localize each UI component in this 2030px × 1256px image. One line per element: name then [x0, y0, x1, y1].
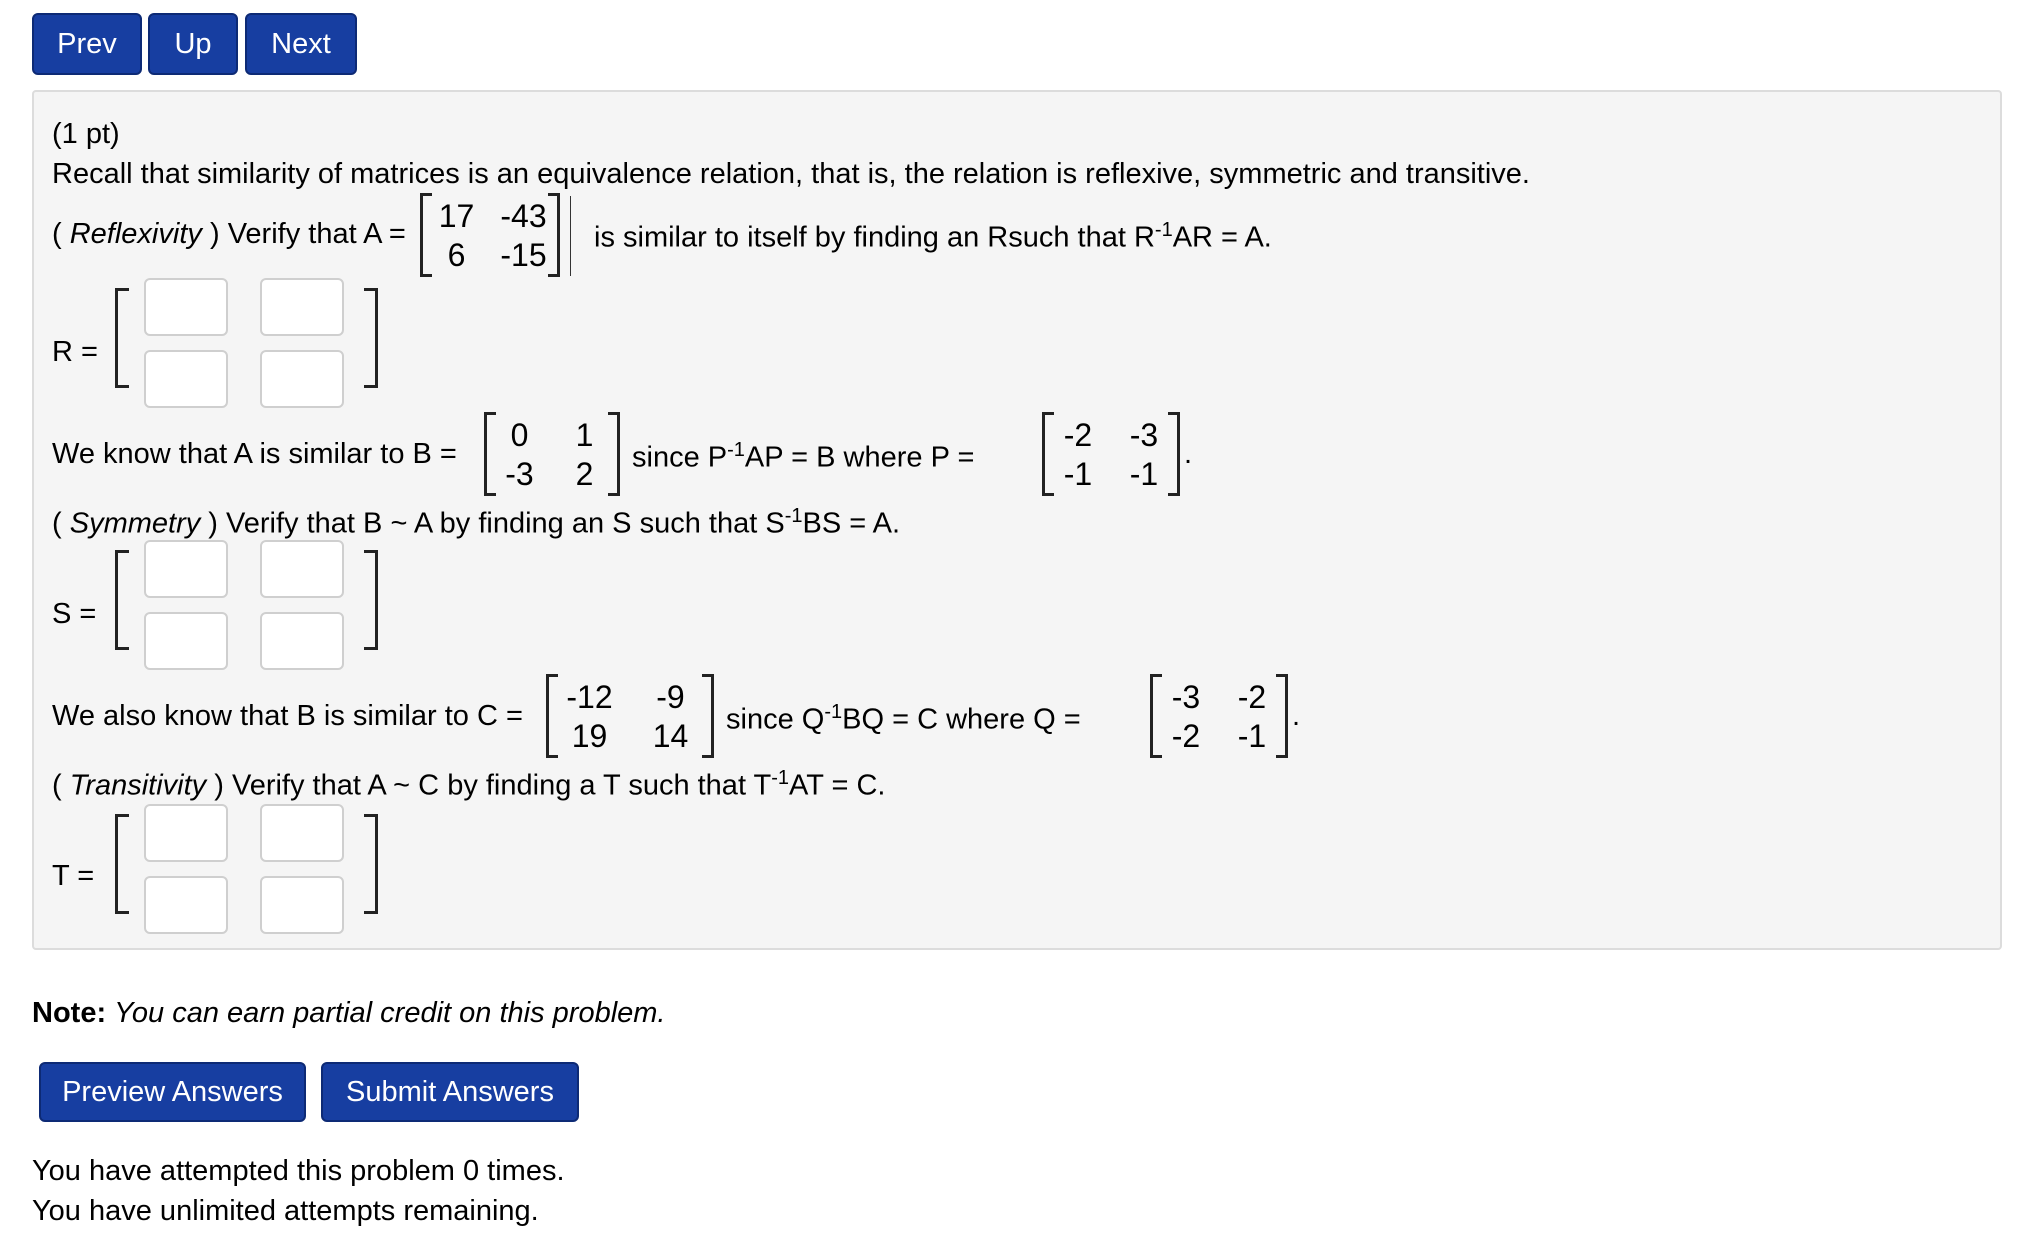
reflexivity-period: .	[1263, 221, 1272, 254]
matrix-b-cell: -3	[505, 455, 534, 492]
s-input-11[interactable]	[144, 540, 228, 598]
symmetry-open-paren: (	[52, 507, 62, 540]
symmetry-text3: by finding an S	[439, 507, 632, 540]
note-label: Note:	[32, 997, 107, 1029]
tilde-symbol: ~	[390, 507, 408, 540]
transitivity-line	[52, 768, 885, 801]
transitivity-text4: such that T	[628, 769, 772, 802]
symmetry-text2: A	[413, 507, 432, 540]
transitivity-text2: C	[418, 769, 440, 802]
reflexivity-line	[52, 220, 406, 249]
symmetry-text4: such that S	[639, 507, 785, 540]
next-button[interactable]: Next	[245, 13, 357, 75]
known-c-since-q: since Q	[726, 703, 825, 736]
submit-answers-button[interactable]: Submit Answers	[321, 1062, 579, 1122]
r-right-bracket	[364, 288, 378, 388]
matrix-p-cell: -1	[1063, 455, 1093, 492]
known-b-equation: AP = B	[744, 441, 836, 474]
symmetry-inverse-sup: -1	[784, 505, 803, 527]
matrix-p	[1042, 415, 1180, 493]
attempts-status: You have attempted this problem 0 times.	[32, 1155, 565, 1187]
preview-answers-button[interactable]: Preview Answers	[39, 1062, 306, 1122]
remaining-status: You have unlimited attempts remaining.	[32, 1195, 539, 1227]
known-b-where: where P =	[843, 441, 975, 474]
s-input-22[interactable]	[260, 612, 344, 670]
matrix-b-cell: 2	[575, 455, 594, 492]
matrix-a-cell: 17	[438, 197, 475, 234]
matrix-q	[1150, 677, 1288, 755]
reflexivity-open-paren: (	[52, 218, 62, 250]
matrix-b-cell: 1	[575, 416, 594, 453]
known-c-text1: We also know that B	[52, 700, 316, 732]
matrix-p-cell: -1	[1129, 455, 1159, 492]
problem-points: (1 pt)	[52, 118, 120, 150]
matrix-q-cell: -3	[1171, 678, 1201, 715]
matrix-q-cell: -2	[1237, 678, 1267, 715]
matrix-c	[546, 677, 714, 755]
s-label: S =	[52, 598, 97, 630]
symmetry-text1: Verify that B	[226, 507, 383, 540]
known-b-since-p: since P	[632, 441, 728, 474]
matrix-a-cell: -43	[500, 197, 547, 234]
known-c-line	[52, 702, 523, 731]
transitivity-inverse-sup: -1	[771, 767, 790, 789]
problem-panel	[32, 90, 2002, 950]
note-text: You can earn partial credit on this problem.	[114, 997, 666, 1029]
known-b-inverse-sup: -1	[727, 439, 745, 461]
reflexivity-keyword: Reflexivity	[69, 218, 202, 250]
matrix-c-cell: -12	[566, 678, 613, 715]
symmetry-equation: BS = A	[802, 507, 892, 540]
reflexivity-close-paren: )	[209, 218, 220, 250]
symmetry-keyword: Symmetry	[69, 507, 201, 540]
matrix-b	[484, 415, 620, 493]
reflexivity-text2	[594, 220, 1272, 253]
s-input-21[interactable]	[144, 612, 228, 670]
s-left-bracket	[115, 550, 129, 650]
reflexivity-find-r: is similar to itself by finding an R	[594, 221, 1009, 254]
reflexivity-text1: Verify that A =	[227, 218, 406, 250]
known-c-inverse-sup: -1	[824, 701, 843, 723]
matrix-a-cell: 6	[447, 236, 466, 273]
reflexivity-equation: AR = A	[1172, 221, 1264, 254]
t-input-11[interactable]	[144, 804, 228, 862]
transitivity-open-paren: (	[52, 769, 62, 802]
t-label: T =	[52, 860, 95, 892]
known-b-text2: is similar to B =	[259, 438, 457, 470]
symmetry-period: .	[891, 507, 901, 540]
known-b-line	[52, 440, 457, 469]
transitivity-period: .	[877, 769, 886, 802]
matrix-q-cell: -2	[1171, 717, 1201, 754]
t-input-22[interactable]	[260, 876, 344, 934]
t-input-21[interactable]	[144, 876, 228, 934]
known-c-where: where Q =	[946, 703, 1081, 736]
r-input-11[interactable]	[144, 278, 228, 336]
r-input-22[interactable]	[260, 350, 344, 408]
known-c-text2: is similar to C =	[323, 700, 523, 732]
up-button[interactable]: Up	[148, 13, 238, 75]
cursor-mark	[570, 196, 571, 276]
r-left-bracket	[115, 288, 129, 388]
symmetry-close-paren: )	[208, 507, 218, 540]
matrix-p-cell: -3	[1129, 416, 1159, 453]
r-input-21[interactable]	[144, 350, 228, 408]
known-c-period: .	[1292, 700, 1301, 732]
transitivity-equation: AT = C	[789, 769, 878, 802]
t-right-bracket	[364, 814, 378, 914]
matrix-c-cell: 19	[571, 717, 608, 754]
transitivity-text1: Verify that A	[231, 769, 386, 802]
reflexivity-inverse-sup: -1	[1154, 219, 1173, 241]
t-left-bracket	[115, 814, 129, 914]
known-c-equation: BQ = C	[842, 703, 939, 736]
known-b-since	[632, 440, 974, 473]
matrix-c-cell: -9	[656, 678, 685, 715]
prev-button[interactable]: Prev	[32, 13, 142, 75]
known-b-period: .	[1184, 438, 1193, 470]
transitivity-text3: by finding a T	[447, 769, 621, 802]
transitivity-close-paren: )	[214, 769, 224, 802]
r-input-12[interactable]	[260, 278, 344, 336]
note	[32, 999, 665, 1028]
s-right-bracket	[364, 550, 378, 650]
t-input-12[interactable]	[260, 804, 344, 862]
tilde-symbol: ~	[393, 769, 411, 802]
matrix-p-cell: -2	[1063, 416, 1093, 453]
problem-intro: Recall that similarity of matrices is an equivalence relation, that is, the relation is reflexive, symmetric and transitive.	[52, 158, 1530, 190]
s-input-12[interactable]	[260, 540, 344, 598]
matrix-a-cell: -15	[500, 236, 547, 273]
known-c-since	[726, 702, 1081, 735]
reflexivity-such-that: such that R	[1008, 221, 1155, 254]
matrix-a	[420, 196, 560, 274]
symmetry-line	[52, 506, 900, 539]
matrix-c-cell: 14	[652, 717, 689, 754]
matrix-q-cell: -1	[1237, 717, 1267, 754]
known-b-text1: We know that A	[52, 438, 252, 470]
transitivity-keyword: Transitivity	[69, 769, 207, 802]
matrix-b-cell: 0	[510, 416, 529, 453]
r-label: R =	[52, 336, 98, 368]
